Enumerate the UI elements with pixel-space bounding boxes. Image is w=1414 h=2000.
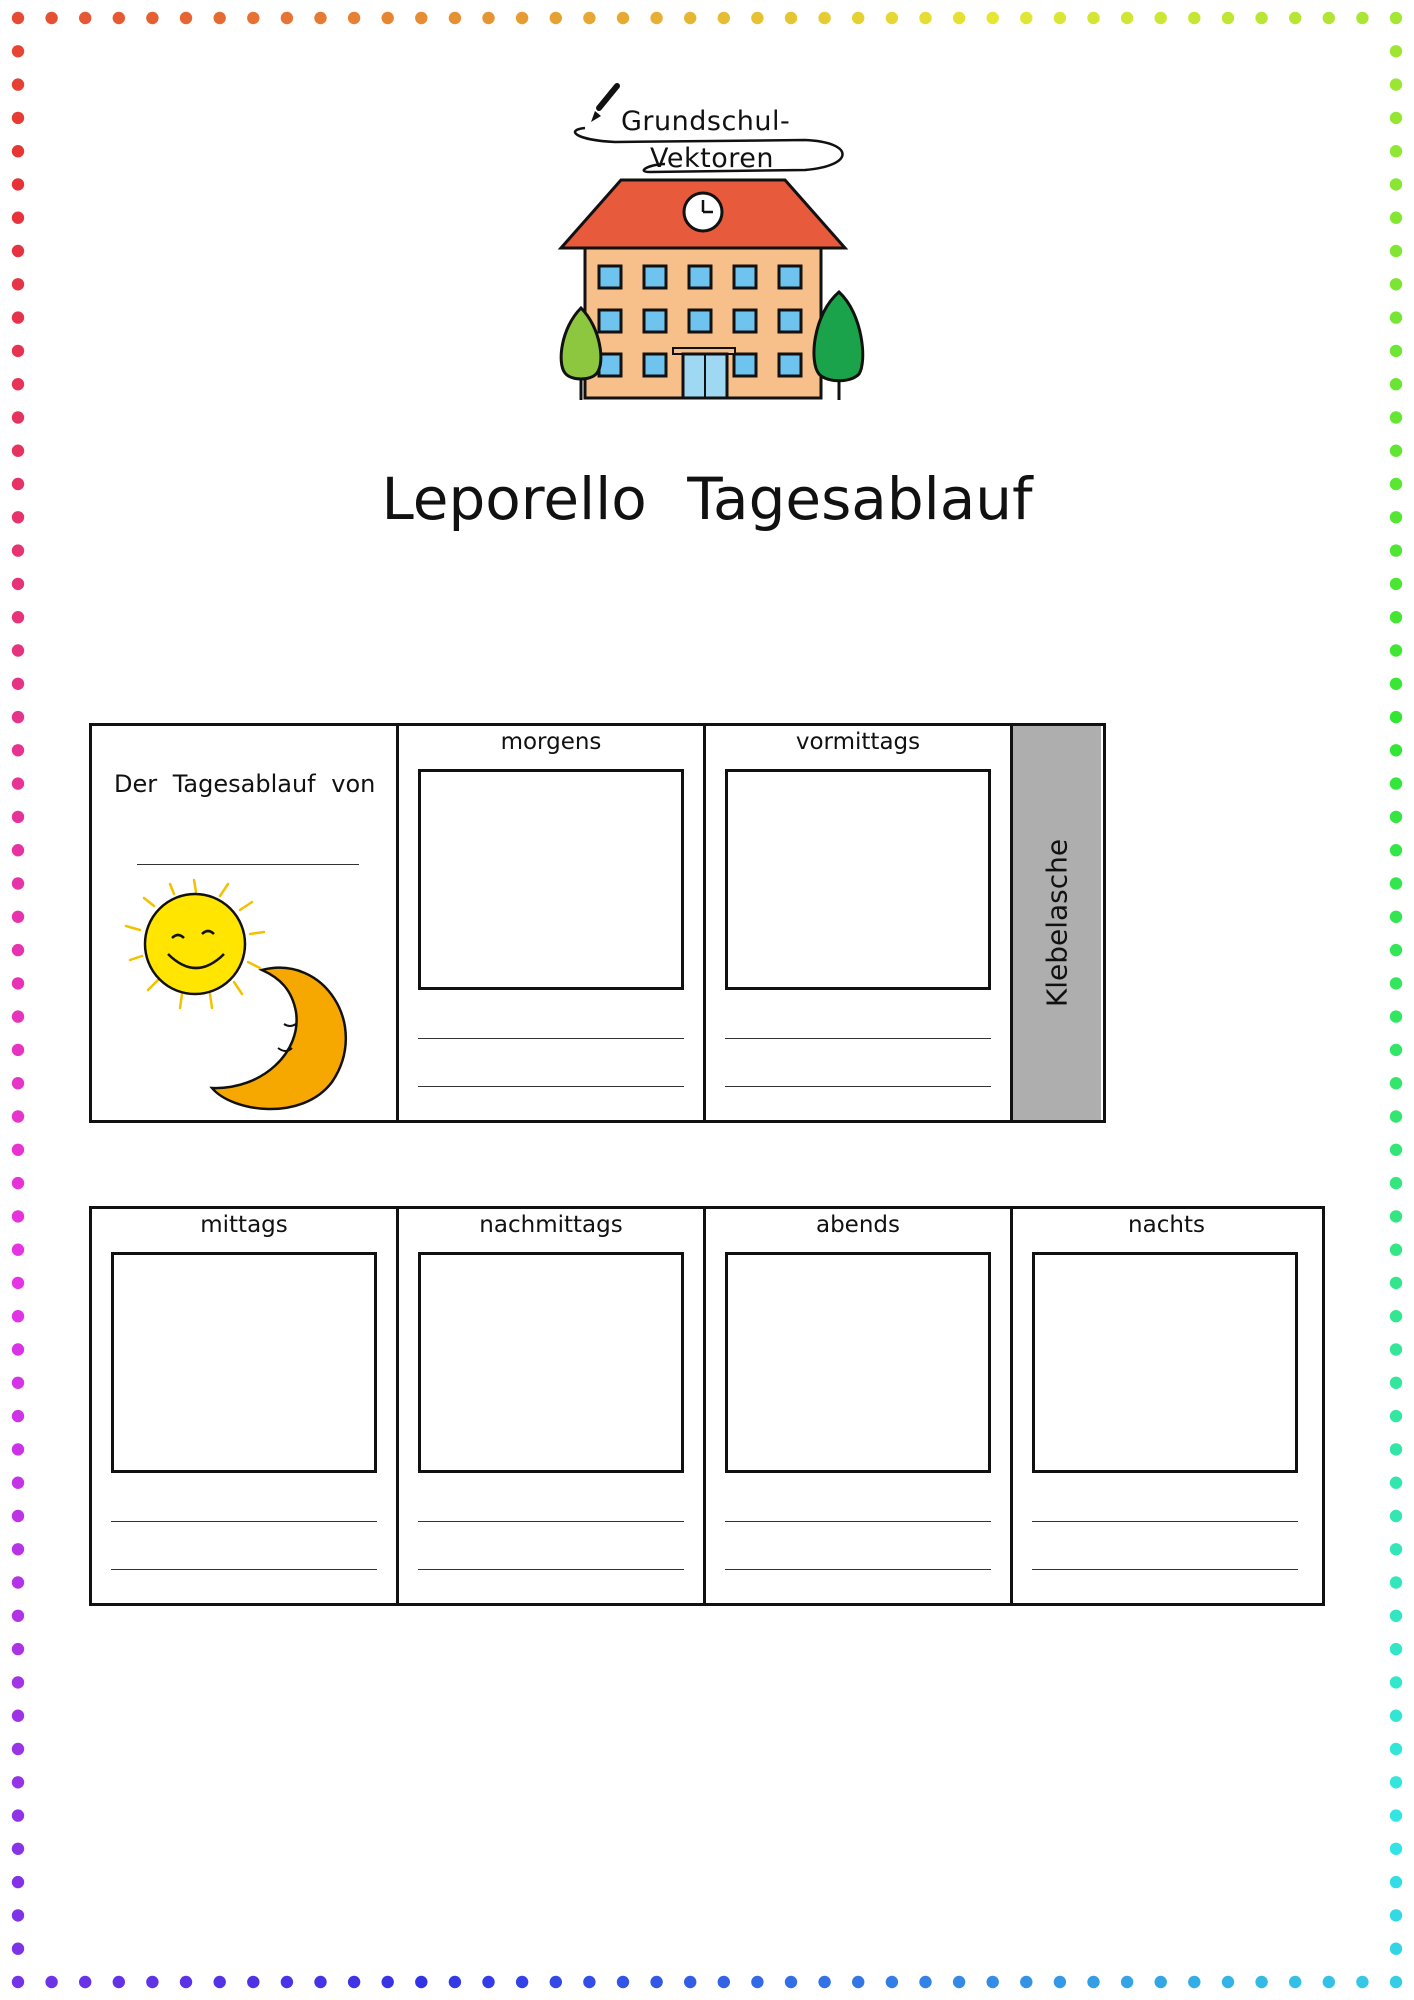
drawing-box[interactable] [418,1252,684,1473]
panel-label: abends [815,1212,900,1238]
border-dot [12,212,24,224]
border-dot [12,1876,24,1888]
border-dot [12,278,24,290]
logo-line1: Grundschul- [621,106,791,137]
border-dot [12,1177,24,1189]
border-dot [12,1576,24,1588]
border-dot [12,245,24,257]
border-dot [12,145,24,157]
border-dot [1390,611,1402,623]
border-dot [650,1976,662,1988]
border-dot [12,644,24,656]
border-dot [1390,1610,1402,1622]
border-dot [12,877,24,889]
border-dot [1390,1576,1402,1588]
border-dot [650,12,662,24]
border-dot [12,911,24,923]
leporello-strip-top [89,723,1106,1123]
border-dot [1390,1110,1402,1122]
border-dot [314,12,326,24]
door-icon [673,348,735,398]
border-dot [12,711,24,723]
border-dot [415,12,427,24]
border-dot [1390,744,1402,756]
border-dot [1289,12,1301,24]
border-dot [79,12,91,24]
border-dot [382,12,394,24]
border-dot [1390,1809,1402,1821]
border-dot [12,411,24,423]
border-dot [1390,1843,1402,1855]
border-dot [1020,1976,1032,1988]
border-dot [1390,145,1402,157]
border-dot [583,1976,595,1988]
border-dot [12,1843,24,1855]
border-dot [12,1943,24,1955]
border-dot [1356,1976,1368,1988]
border-dot [718,1976,730,1988]
border-dot [818,12,830,24]
border-dot [1390,12,1402,24]
border-dot [1390,1943,1402,1955]
border-dot [12,1776,24,1788]
border-dot [919,12,931,24]
border-dot [1155,12,1167,24]
border-dot [482,1976,494,1988]
border-dot [12,1343,24,1355]
border-dot [146,12,158,24]
border-dot [348,1976,360,1988]
border-dot [1390,711,1402,723]
border-dot [818,1976,830,1988]
border-dot [348,12,360,24]
border-dot [1390,678,1402,690]
border-dot [12,445,24,457]
border-dot [12,1510,24,1522]
border-dot [12,1077,24,1089]
border-dot [1390,445,1402,457]
border-dot [1390,1510,1402,1522]
border-dot [1323,12,1335,24]
border-dot [1255,12,1267,24]
border-dot [12,578,24,590]
sun-moon-illustration [102,876,382,1116]
border-dot [1390,544,1402,556]
border-dot [1390,1343,1402,1355]
border-dot [12,744,24,756]
border-dot [12,1676,24,1688]
border-dot [12,1976,24,1988]
border-dot [516,1976,528,1988]
border-dot [1255,1976,1267,1988]
border-dot [1289,1976,1301,1988]
border-dot [1390,1443,1402,1455]
border-dot [1390,411,1402,423]
writing-line[interactable] [1032,1569,1298,1570]
border-dot [550,1976,562,1988]
border-dot [684,12,696,24]
border-dot [1087,12,1099,24]
panel-label: nachts [1128,1212,1205,1238]
border-dot [12,1210,24,1222]
border-dot [1188,12,1200,24]
border-dot [617,1976,629,1988]
border-dot [1390,1976,1402,1988]
border-dot [1390,777,1402,789]
page-title: Leporello Tagesablauf [381,465,1033,533]
writing-line[interactable] [111,1569,377,1570]
border-dot [12,1010,24,1022]
panel-mittags [92,1209,399,1603]
panel-morgens [399,726,706,1120]
glue-tab [1013,726,1101,1120]
border-dot [45,1976,57,1988]
writing-line[interactable] [1032,1521,1298,1522]
writing-line[interactable] [111,1521,377,1522]
border-dot [1390,45,1402,57]
writing-line[interactable] [418,1569,684,1570]
border-dot [1087,1976,1099,1988]
border-dot [919,1976,931,1988]
border-dot [1390,1044,1402,1056]
border-dot [247,1976,259,1988]
border-dot [1390,877,1402,889]
panel-label: mittags [200,1212,288,1238]
writing-line[interactable] [418,1521,684,1522]
border-dot [987,12,999,24]
border-dot [482,12,494,24]
border-dot [79,1976,91,1988]
border-dot [1323,1976,1335,1988]
border-dot [1390,1710,1402,1722]
pen-icon [591,86,617,122]
border-dot [684,1976,696,1988]
border-dot [12,544,24,556]
border-dot [1390,1310,1402,1322]
border-dot [1390,1377,1402,1389]
border-dot [449,1976,461,1988]
border-dot [1390,1277,1402,1289]
border-dot [1390,578,1402,590]
leporello-strip-bottom [89,1206,1325,1606]
border-dot [1222,1976,1234,1988]
border-dot [1390,1010,1402,1022]
glue-tab-label: Klebelasche [1040,838,1074,1008]
border-dot [1054,12,1066,24]
border-dot [281,1976,293,1988]
border-dot [1390,911,1402,923]
border-dot [12,1443,24,1455]
border-dot [1390,245,1402,257]
border-dot [852,1976,864,1988]
border-dot [12,1909,24,1921]
border-dot [550,12,562,24]
border-dot [382,1976,394,1988]
writing-line[interactable] [418,1038,684,1039]
border-dot [146,1976,158,1988]
border-dot [113,12,125,24]
border-dot [12,45,24,57]
border-dot [751,1976,763,1988]
border-dot [12,1710,24,1722]
cover-title: Der Tagesablauf von [114,770,376,798]
border-dot [1188,1976,1200,1988]
border-dot [12,844,24,856]
writing-line[interactable] [725,1521,991,1522]
border-dot [12,1543,24,1555]
border-dot [1390,345,1402,357]
border-dot [1390,1743,1402,1755]
border-dot [1054,1976,1066,1988]
border-dot [12,78,24,90]
border-dot [247,12,259,24]
border-dot [12,1377,24,1389]
border-dot [886,1976,898,1988]
border-dot [214,1976,226,1988]
border-dot [1121,1976,1133,1988]
border-dot [1390,1477,1402,1489]
drawing-box[interactable] [725,1252,991,1473]
moon-icon [212,968,346,1109]
drawing-box[interactable] [725,769,991,990]
border-dot [1390,78,1402,90]
border-dot [45,12,57,24]
border-dot [1390,311,1402,323]
border-dot [583,12,595,24]
panel-vormittags [706,726,1013,1120]
panel-label: morgens [500,729,602,755]
writing-line[interactable] [418,1086,684,1087]
border-dot [1390,644,1402,656]
border-dot [785,12,797,24]
cover-panel [92,726,399,1120]
panel-nachts [1013,1209,1320,1603]
border-dot [12,178,24,190]
drawing-box[interactable] [418,769,684,990]
drawing-box[interactable] [1032,1252,1298,1473]
border-dot [1390,1144,1402,1156]
border-dot [415,1976,427,1988]
border-dot [12,12,24,24]
border-dot [12,1809,24,1821]
border-dot [1390,1676,1402,1688]
border-dot [12,1643,24,1655]
border-dot [1390,178,1402,190]
border-dot [516,12,528,24]
border-dot [1222,12,1234,24]
border-dot [953,12,965,24]
border-dot [12,977,24,989]
border-dot [1390,1244,1402,1256]
border-dot [12,678,24,690]
border-dot [1390,977,1402,989]
border-dot [1390,1410,1402,1422]
border-dot [12,1610,24,1622]
border-dot [1390,1643,1402,1655]
border-dot [12,112,24,124]
border-dot [1390,278,1402,290]
school-logo [555,78,865,408]
border-dot [12,378,24,390]
border-dot [617,12,629,24]
writing-line[interactable] [725,1086,991,1087]
border-dot [1390,1543,1402,1555]
border-dot [987,1976,999,1988]
border-dot [12,1410,24,1422]
border-dot [12,1144,24,1156]
border-dot [1121,12,1133,24]
border-dot [12,1044,24,1056]
border-dot [1020,12,1032,24]
panel-label: vormittags [795,729,921,755]
border-dot [180,1976,192,1988]
border-dot [1390,1077,1402,1089]
border-dot [12,1244,24,1256]
border-dot [12,345,24,357]
border-dot [1390,811,1402,823]
border-dot [12,944,24,956]
border-dot [886,12,898,24]
border-dot [12,811,24,823]
border-dot [1155,1976,1167,1988]
border-dot [12,1277,24,1289]
border-dot [953,1976,965,1988]
border-dot [180,12,192,24]
border-dot [12,1477,24,1489]
drawing-box[interactable] [111,1252,377,1473]
border-dot [852,12,864,24]
border-dot [12,777,24,789]
border-dot [214,12,226,24]
writing-line[interactable] [725,1038,991,1039]
panel-label: nachmittags [479,1212,623,1238]
border-dot [1390,844,1402,856]
border-dot [1390,1876,1402,1888]
panel-nachmittags [399,1209,706,1603]
border-dot [12,1743,24,1755]
clock-icon [684,193,722,231]
panel-abends [706,1209,1013,1603]
border-dot [12,611,24,623]
border-dot [1390,1210,1402,1222]
border-dot [785,1976,797,1988]
name-writing-line[interactable] [137,864,359,865]
border-dot [1390,1177,1402,1189]
border-dot [718,12,730,24]
border-dot [113,1976,125,1988]
border-dot [1390,1909,1402,1921]
border-dot [1390,112,1402,124]
border-dot [12,1110,24,1122]
sun-icon [126,880,264,1008]
border-dot [12,311,24,323]
border-dot [1390,944,1402,956]
border-dot [1390,212,1402,224]
border-dot [314,1976,326,1988]
border-dot [1390,1776,1402,1788]
border-dot [1356,12,1368,24]
border-dot [751,12,763,24]
writing-line[interactable] [725,1569,991,1570]
border-dot [12,1310,24,1322]
logo-line2: Vektoren [650,143,774,174]
border-dot [449,12,461,24]
border-dot [281,12,293,24]
border-dot [1390,378,1402,390]
